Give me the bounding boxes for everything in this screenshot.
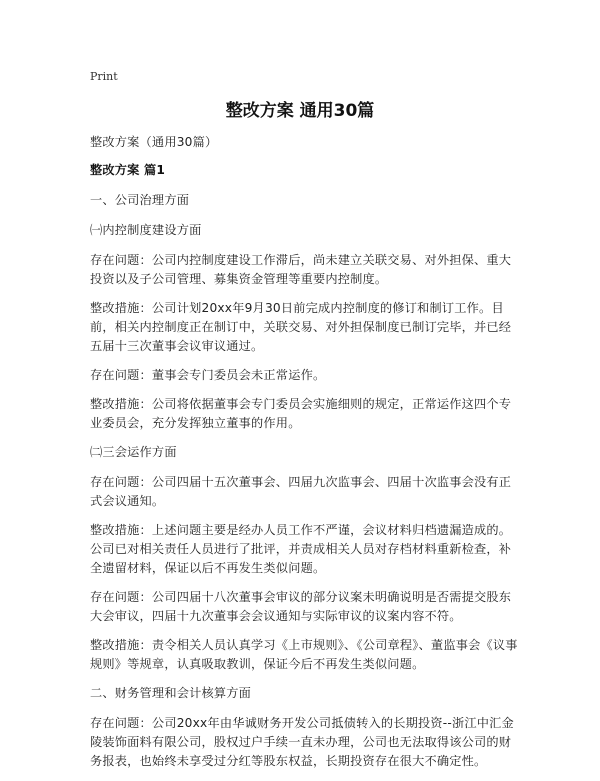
paragraph: 存在问题：公司四届十五次董事会、四届九次监事会、四届十次监事会没有正式会议通知。	[90, 475, 512, 508]
subsection-heading-three-meetings: ㈡三会运作方面	[90, 445, 177, 459]
section-heading-governance: 一、公司治理方面	[90, 193, 190, 207]
paragraph: 存在问题：董事会专门委员会未正常运作。	[90, 368, 326, 382]
paragraph: 整改措施：公司将依据董事会专门委员会实施细则的规定，正常运作这四个专业委员会，充分发挥独立董事的作用。	[90, 397, 512, 430]
document-title: 整改方案 通用30篇	[225, 101, 375, 121]
paragraph: 存在问题：公司内控制度建设工作滞后，尚未建立关联交易、对外担保、重大投资以及子公司管理、募集资金管理等重要内控制度。	[90, 253, 512, 286]
print-link[interactable]: Print	[90, 70, 118, 83]
paragraph: 整改措施：责令相关人员认真学习《上市规则》、《公司章程》、董监事会《议事规则》等规章，认真吸取教训，保证今后不再发生类似问题。	[90, 638, 518, 671]
paragraph: 整改措施：上述问题主要是经办人员工作不严谨，会议材料归档遗漏造成的。公司已对相关责任人员进行了批评，并责成相关人员对存档材料重新检查，补全遗留材料，保证以后不再发生类似问题。	[90, 523, 512, 575]
paragraph: 存在问题：公司20xx年由华诚财务开发公司抵债转入的长期投资--浙江中汇金陵装饰面料有限公司，股权过户手续一直未办理，公司也无法取得该公司的财务报表，也始终未享受过分红等股东权益，长期投资存在很大不确定性。	[90, 716, 514, 768]
subsection-heading-internal-control: ㈠内控制度建设方面	[90, 223, 202, 237]
document-subtitle: 整改方案（通用30篇）	[90, 135, 218, 149]
document-body	[90, 133, 522, 781]
section-heading-finance: 二、财务管理和会计核算方面	[90, 686, 252, 700]
article-heading: 整改方案 篇1	[90, 163, 166, 177]
paragraph: 存在问题：公司四届十八次董事会审议的部分议案未明确说明是否需提交股东大会审议，四届十九次董事会会议通知与实际审议的议案内容不符。	[90, 590, 512, 623]
paragraph: 整改措施：公司计划20xx年9月30日前完成内控制度的修订和制订工作。目前，相关内控制度正在制订中，关联交易、对外担保制度已制订完毕，并已经五届十三次董事会议审议通过。	[90, 301, 512, 353]
